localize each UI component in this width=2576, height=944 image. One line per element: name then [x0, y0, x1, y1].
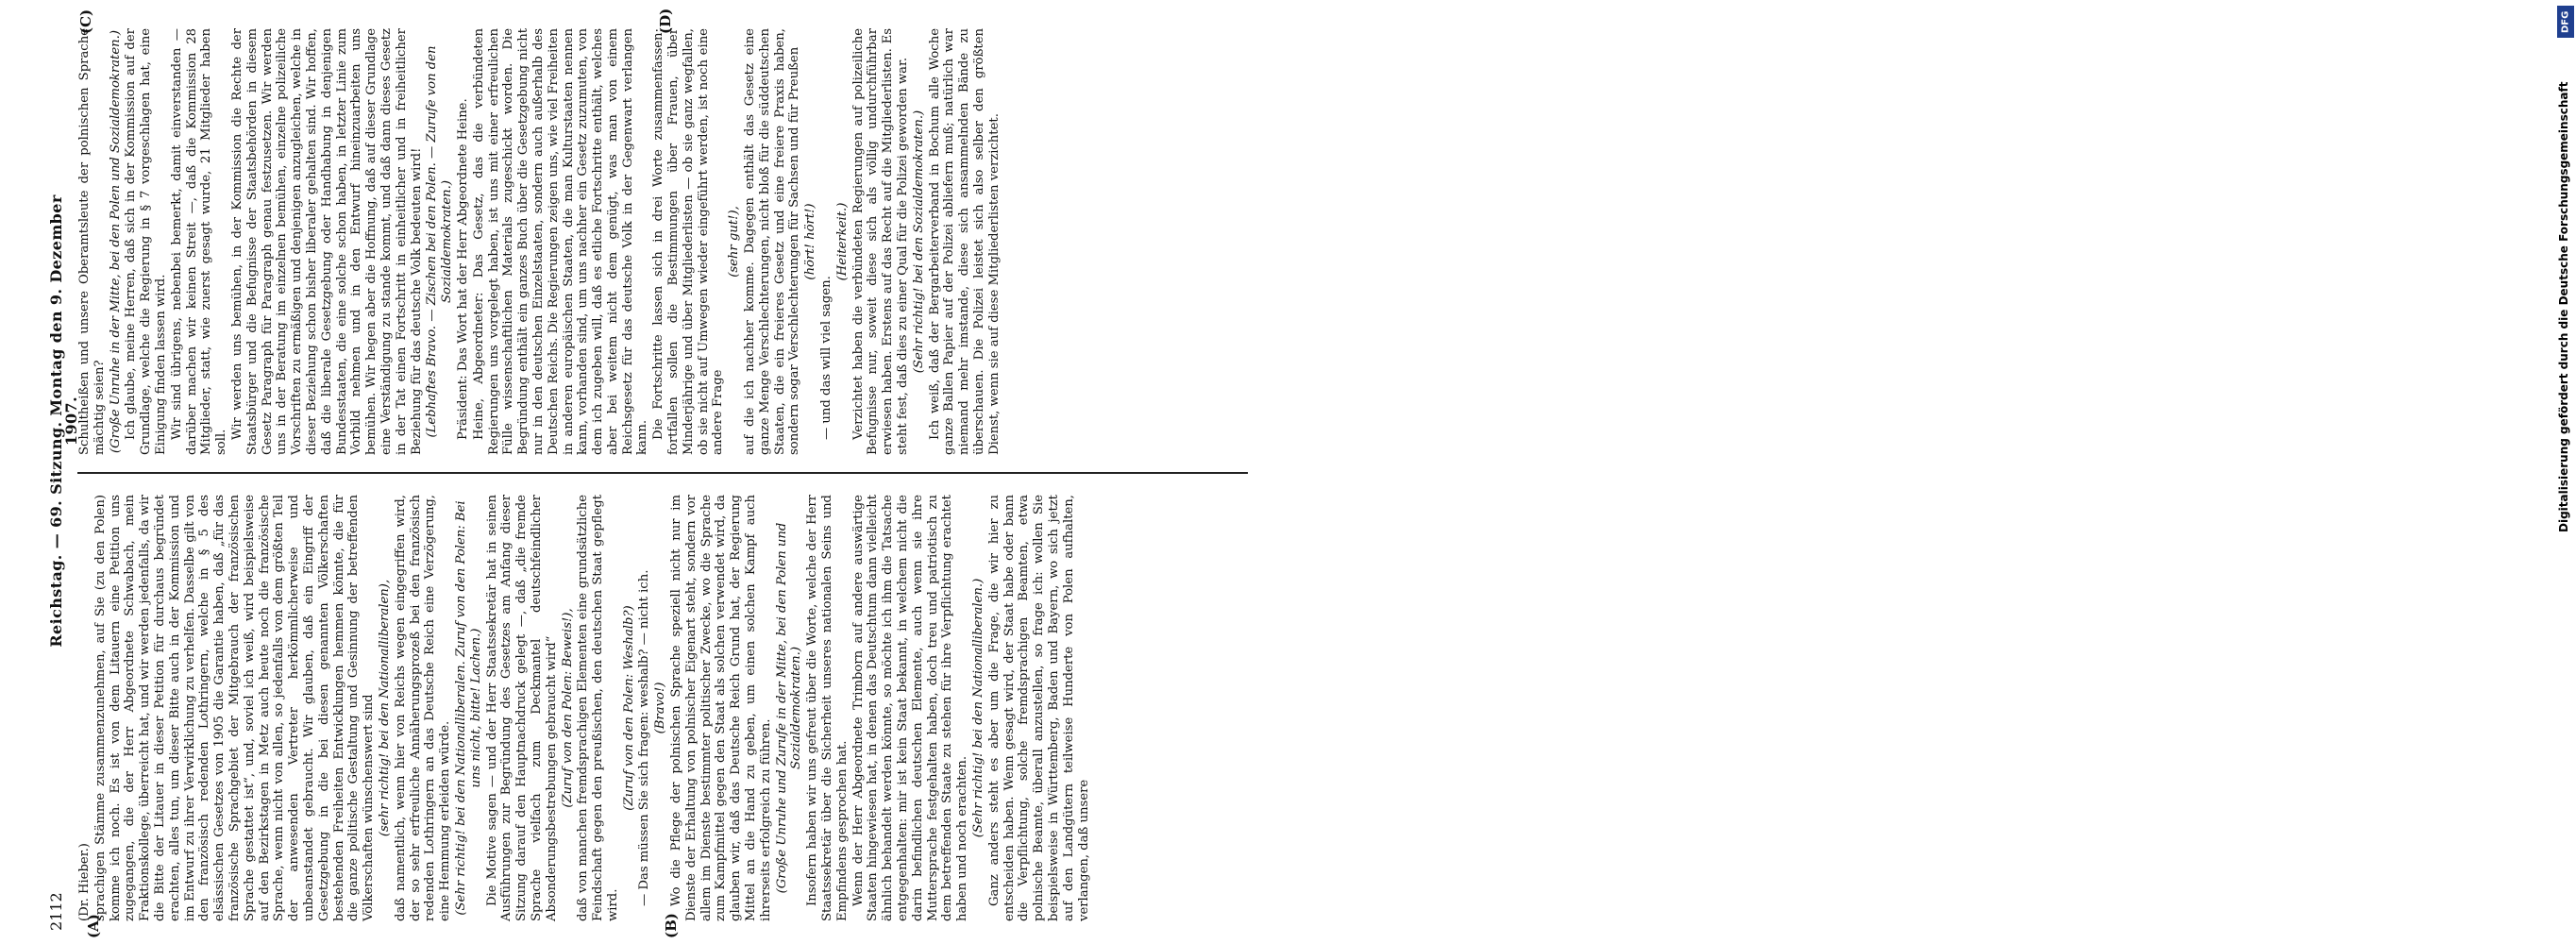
paragraph: sprachigen Stämme zusammenzunehmen, auf Sie (zu den Polen) komme ich noch. Es ist von dem Litauern eine Petition uns zugegangen, die der Herr Abgeordnete Schwabach, mein Fraktionskollege, überreicht hat, und wir werden jedenfalls, da wir die Bitte der Litauer in dieser Petition für durchaus begründet erachten, alles tun, um dieser Bitte auch in der Kommission und im Entwurf zu ihrer Verwirklichung zu verhelfen. Dasselbe gilt von den französisch redenden Lothringern, welche in § 5 des elsässischen Gesetzes von 1905 die Garantie haben, daß „für das französische Sprachgebiet der Mitgebrauch der französischen Sprache gestattet ist“, und, soviel ich weiß, wird beispielsweise auf den Bezirkstagen in Metz auch heute noch die französische Sprache, wenn nicht von allen, so jedenfalls von dem größten Teil der anwesenden Vertreter herkömmlicherweise und unbeanstandet gebraucht. Wir glauben, daß ein Eingriff der Gesetzgebung in die bei diesen genannten Völkerschaften bestehenden Freiheiten Entwicklungen hemmen könnte, die für die ganze politische Gestaltung und Gesinnung der betreffenden Völkerschaften wünschenswert sind [93, 495, 377, 921]
page-number: 2112 [47, 892, 65, 931]
paragraph: Wir werden uns bemühen, in der Kommission die Rechte der Staatsbürger und die Befugnisse der Staatsbehörden in diesem Gesetz Paragraph für Paragraph genau festzusetzen. Wir werden uns in der Beratung im einzelnen bemühen, einzelne polizeiliche Vorschriften zu ermäßigen und denjenigen anzugleichen, welche in dieser Beziehung schon bisher liberaler gehalten sind. Wir hoffen, daß die liberale Gesetzgebung oder Handhabung in denjenigen Bundesstaaten, die eine solche schon haben, in letzter Linie zum Vorbild nehmen und in den Entwurf hineinzuarbeiten uns bemühen. Wir hegen aber die Hoffnung, daß auf dieser Grundlage eine Verständigung zu stande kommt, und daß dann dieses Gesetz in der Tat einen Fortschritt in einheitlicher und in freiheitlicher Beziehung für das deutsche Volk bedeuten wird! [229, 28, 424, 455]
paragraph: — und das will viel sagen. [819, 276, 834, 440]
paragraph: Präsident: Das Wort hat der Herr Abgeordnete Heine. [455, 98, 470, 440]
session-heading: Reichstag. — 69. Sitzung. Montag den 9. Dezember 1907. [47, 194, 80, 648]
interjection: (Große Unruhe in der Mitte, bei den Polen und Sozialdemokraten.) [108, 30, 123, 453]
interjection: (Zuruf von den Polen: Weshalb?) [621, 605, 636, 811]
paragraph: Die Fortschritte lassen sich in drei Worte zusammenfassen: fortfallen sollen die Bestimmungen über Frauen, über Minderjährige und über Mitgliederlisten — ob sie ganz wegfallen, ob sie nicht auf Umwegen wieder eingeführt werden, ist noch eine andere Frage [651, 28, 726, 455]
paragraph: Ich glaube, meine Herren, daß sich in der Kommission auf der Grundlage, welche die Regierung in § 7 vorgeschlagen hat, eine Einigung finden lassen wird. [124, 28, 168, 455]
interjection: (Sehr richtig! bei den Sozialdemokraten.) [911, 110, 926, 374]
margin-marker-b: (B) [663, 913, 680, 938]
left-column [77, 495, 1257, 921]
digitization-credit: Digitalisierung gefördert durch die Deutsche Forschungsgemeinschaft [2557, 81, 2570, 532]
page-scan [45, 8, 1272, 938]
paragraph: Wo die Pflege der polnischen Sprache speziell nicht nur im Dienste der Erhaltung von polnischer Eigenart steht, sondern vor allem im Dienste bestimmter politischer Zwecke, wo die Sprache zum Kampfmittel gegen den Staat als solchen verwendet wird, da glauben wir, daß das Deutsche Reich Grund hat, der Regierung Mittel an die Hand zu geben, um einen solchen Kampf auch ihrerseits erfolgreich zu führen. [669, 495, 773, 921]
side-credit-strip [1276, 0, 2571, 944]
paragraph: Wenn der Herr Abgeordnete Trimborn auf andere auswärtige Staaten hingewiesen hat, in denen das Deutschtum dann vielleicht ähnlich behandelt werden könnte, so möchte ich ihm die Tatsache entgegenhalten: mir ist kein Staat bekannt, in welchem nicht die darin befindlichen deutschen Elemente, auch wenn sie ihre Muttersprache festgehalten haben, doch treu und patriotisch zu dem betreffenden Staate zu stehen für ihre Verpflichtung erachtet haben und noch erachten. [850, 495, 970, 921]
interjection: (sehr richtig! bei den Nationalliberalen), [377, 579, 392, 837]
interjection: (Zuruf von den Polen: Beweis!), [560, 608, 575, 808]
interjection: (Sehr richtig! bei den Nationalliberalen. Zuruf von den Polen: Bei uns nicht, bitte! Lachen.) [453, 500, 483, 916]
page-content [45, 8, 1272, 938]
column-divider [77, 472, 1248, 474]
paragraph: auf die ich nachher komme. Dagegen enthält das Gesetz eine ganze Menge Verschlechterungen, nicht bloß für die süddeutschen Staaten, die ein freieres Gesetz und eine freiere Praxis haben, sondern sogar Verschlechterungen für Sachsen und für Preußen [743, 28, 802, 455]
interjection: (Bravo!) [653, 682, 668, 734]
paragraph: Verzichtet haben die verbündeten Regierungen auf polizeiliche Befugnisse nur, soweit diese sich als völlig undurchführbar erwiesen haben. Erstens auf das Recht auf die Mitgliederlisten. Es steht fest, daß dies zu einer Qual für die Polizei geworden war. [850, 28, 911, 455]
paragraph: Ganz anders steht es aber um die Frage, die wir hier zu entscheiden haben. Wenn gesagt wird, der Staat habe oder bann die Verpflichtung, solche fremdsprachigen Beamten, etwa polnische Beamte, überall anzustellen, so frage ich: wollen Sie beispielsweise in Württemberg, Baden und Bayern, wo sich jetzt auf den Landgütern teilweise Hunderte von Polen aufhalten, verlangen, daß unsere [986, 495, 1091, 921]
paragraph: Wir sind übrigens, nebenbei bemerkt, damit einverstanden — darüber machen wir keinen Streit —, daß die Kommission 28 Mitglieder, statt, wie zuerst gesagt wurde, 21 Mitglieder haben soll. [169, 28, 229, 455]
margin-marker-d: (D) [657, 8, 674, 34]
paragraph: Schultheißen und unsere Oberamtsleute der polnischen Sprache mächtig seien? [77, 28, 107, 455]
interjection: (Lebhaftes Bravo. — Zischen bei den Polen. — Zurufe von den Sozialdemokraten.) [425, 45, 455, 438]
right-column [77, 28, 1257, 455]
paragraph: Ich weiß, daß der Bergarbeiterverband in Bochum alle Woche ganze Ballen Papier auf der Polizei abliefern muß; natürlich war niemand mehr imstande, diese sich ansammelnden Bände zu überschauen. Die Polizei leistet sich also selber den größten Dienst, wenn sie auf diese Mitgliederlisten verzichtet. [927, 28, 1002, 455]
dfg-logo: DFG [2557, 6, 2574, 38]
running-head [45, 13, 80, 931]
interjection: (Große Unruhe und Zurufe in der Mitte, bei den Polen und Sozialdemokraten.) [774, 522, 804, 894]
paragraph: Heine, Abgeordneter: Das Gesetz, das die verbündeten Regierungen uns vorgelegt haben, ist uns mit einer erfreulichen Fülle wissenschaftlichen Materials zugeschickt worden. Die Begründung enthält ein ganzes Buch über die Gesetzgebung nicht nur in den deutschen Einzelstaaten, sondern auch außerhalb des Deutschen Reichs. Die Regierungen zeigen uns, wie viel Freiheiten in anderen europäischen Staaten, die man Kulturstaaten nennen kann, vorhanden sind, um uns nachher ein Gesetz zuzumuten, von dem ich zugeben will, daß es etliche Fortschritte enthält, welches aber bei weitem nicht dem genügt, was man von einem Reichsgesetz für das deutsche Volk in der Gegenwart verlangen kann. [471, 28, 650, 455]
interjection: (hört! hört!) [803, 203, 818, 280]
paragraph: — Das müssen Sie sich fragen: weshalb? — nicht ich. [637, 569, 652, 906]
paragraph: (Dr. Hieber.) [77, 843, 92, 921]
margin-marker-a: (A) [85, 914, 102, 938]
paragraph: daß namentlich, wenn hier von Reichs wegen eingegriffen wird, der so sehr erfreuliche Annäherungsprozeß bei den französisch redenden Lothringern an das Deutsche Reich eine Verzögerung, eine Hemmung erleiden würde. [393, 495, 453, 921]
paragraph: daß von manchen fremdsprachigen Elementen eine grundsätzliche Feindschaft gegen den preußischen, den deutschen Staat gepflegt wird. [576, 495, 620, 921]
paragraph: Insofern haben wir uns gefreut über die Worte, welche der Herr Staatssekretär über die Sicherheit unseres nationalen Seins und Empfindens gesprochen hat. [805, 495, 850, 921]
margin-marker-c: (C) [77, 8, 94, 34]
interjection: (Sehr richtig! bei den Nationalliberalen.) [971, 578, 986, 838]
interjection: (sehr gut!), [727, 206, 742, 278]
interjection: (Heiterkeit.) [834, 202, 850, 281]
paragraph: Die Motive sagen — und der Herr Staatssekretär hat in seinen Ausführungen zur Begründung des Gesetzes am Anfang dieser Sitzung darauf den Hauptnachdruck gelegt —, daß „die fremde Sprache vielfach zum Deckmantel deutschfeindlicher Absonderungsbestrebungen gebraucht wird“ [484, 495, 559, 921]
